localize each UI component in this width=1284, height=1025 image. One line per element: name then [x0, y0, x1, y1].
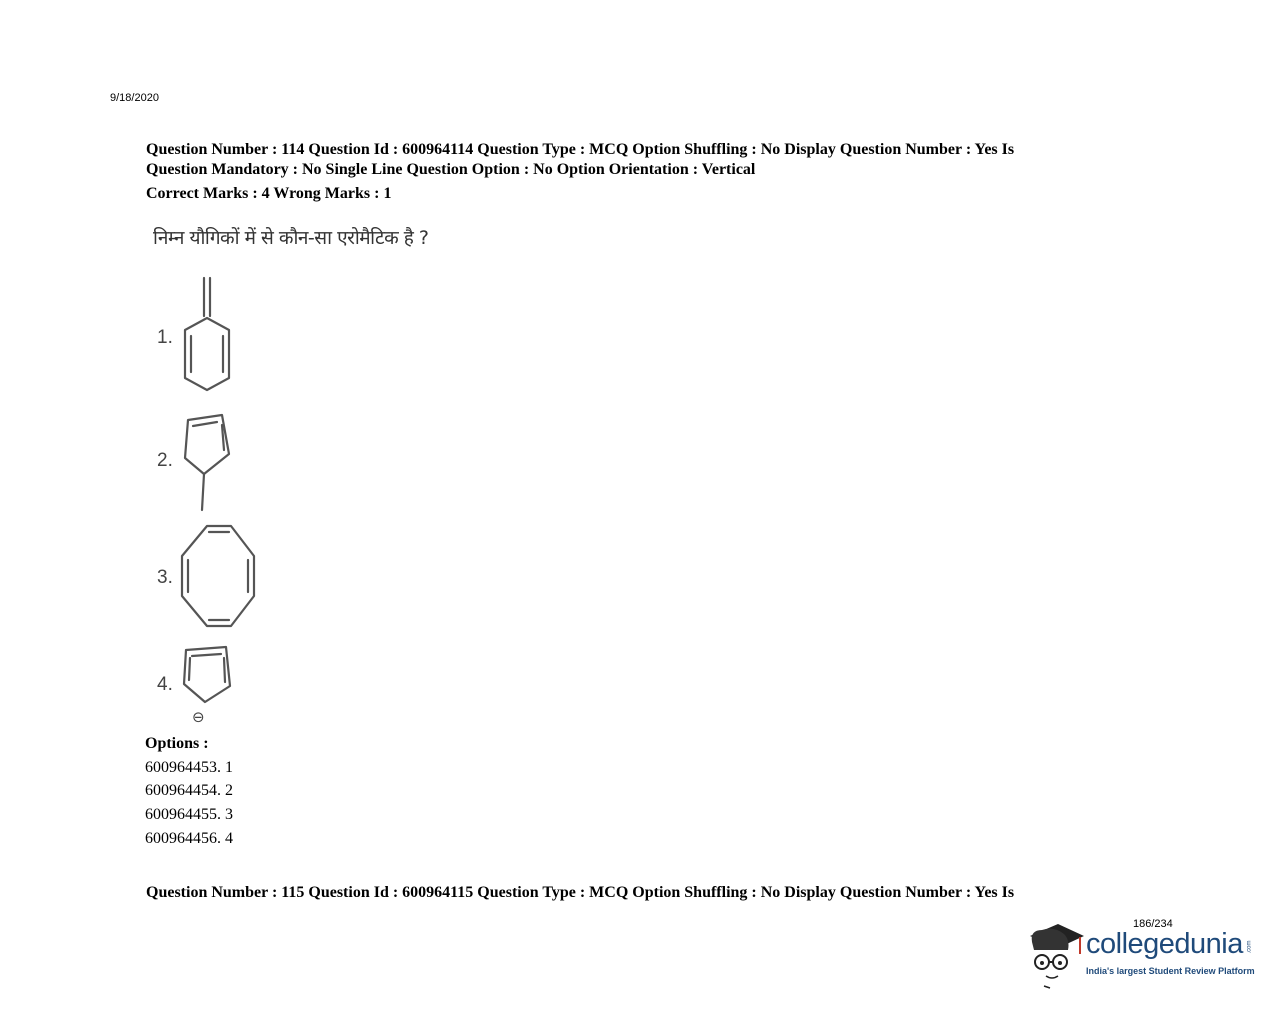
negative-charge-icon: ⊖: [192, 708, 205, 726]
brand-suffix: .com: [1246, 940, 1253, 954]
option-row: 600964453. 1: [145, 759, 233, 776]
methyl-cyclopentadiene-icon: [178, 410, 238, 515]
choice-2-number: 2.: [157, 450, 173, 471]
brand-logo-text: collegedunia: [1086, 928, 1243, 960]
question-text: निम्न यौगिकों में से कौन-सा एरोमैटिक है ?: [153, 227, 429, 249]
option-row: 600964455. 3: [145, 806, 233, 823]
methylene-cyclohexadiene-icon: [170, 274, 250, 404]
options-heading: Options :: [145, 735, 209, 752]
student-mascot-icon: [1024, 918, 1086, 990]
page-number: 186/234: [1133, 918, 1173, 930]
print-date: 9/18/2020: [110, 92, 159, 104]
choice-1-number: 1.: [157, 327, 173, 348]
choice-3-number: 3.: [157, 567, 173, 588]
question-meta-line-2: Question Mandatory : No Single Line Question Option : No Option Orientation : Vertical: [146, 161, 756, 178]
cyclopentadienyl-anion-icon: [178, 640, 238, 710]
next-question-meta-line-1: Question Number : 115 Question Id : 600964115 Question Type : MCQ Option Shuffling : No Display Question Number : Yes Is: [146, 884, 1015, 901]
option-row: 600964456. 4: [145, 830, 233, 847]
question-meta-line-1: Question Number : 114 Question Id : 600964114 Question Type : MCQ Option Shuffling : No Display Question Number : Yes Is: [146, 141, 1015, 158]
choice-4-number: 4.: [157, 674, 173, 695]
brand-tagline: India's largest Student Review Platform: [1086, 966, 1255, 976]
cyclooctatetraene-icon: [176, 522, 260, 630]
question-marks: Correct Marks : 4 Wrong Marks : 1: [146, 185, 392, 202]
option-row: 600964454. 2: [145, 782, 233, 799]
